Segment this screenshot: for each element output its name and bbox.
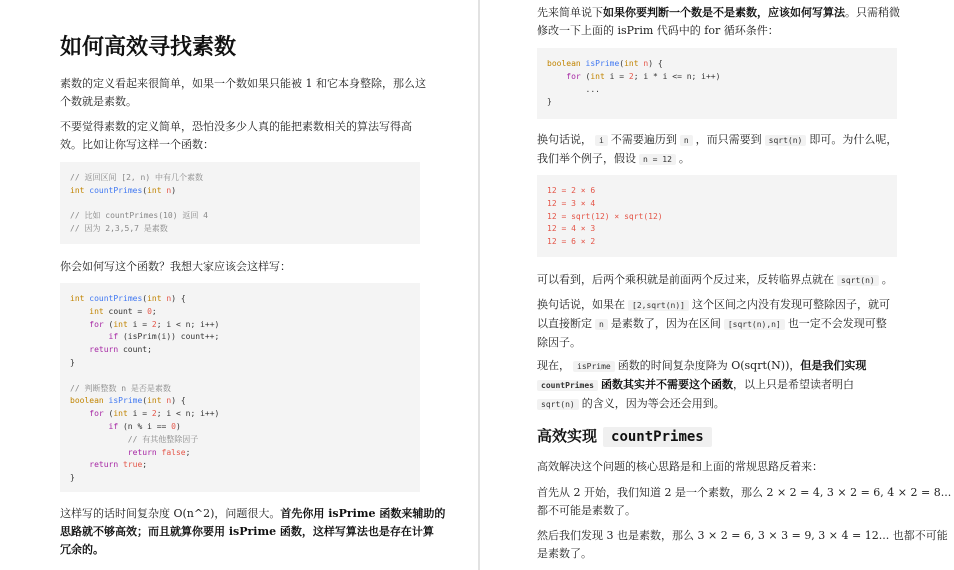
paragraph-warning — [60, 118, 412, 154]
code-line — [70, 198, 410, 211]
text-span: 这个区间之内没有发现可整除因子，就可 — [691, 298, 890, 311]
inline-code: n — [595, 319, 608, 330]
inline-code: n = 12 — [639, 154, 676, 165]
text-span: 的含义，因为等会还会用到。 — [581, 397, 725, 410]
page-title: 如何高效寻找素数 — [60, 35, 237, 60]
text-line — [537, 296, 890, 315]
text-line: 是素数了。 — [537, 547, 592, 560]
text-span: 是素数了，因为在区间 — [610, 317, 721, 330]
code-line: 12 = 6 × 2 — [547, 237, 596, 247]
paragraph-intro — [60, 75, 426, 111]
text-line — [537, 376, 866, 395]
text-span: 换句话说， — [537, 133, 592, 146]
paragraph-step-three — [537, 527, 948, 563]
text-line — [537, 315, 890, 334]
text-span: ，而只需要到 — [695, 133, 762, 146]
text-span: 我们举个例子，假设 — [537, 152, 636, 165]
section-heading — [537, 425, 712, 446]
code-line: if (n % i == 0) — [108, 421, 181, 431]
text-line: 不要觉得素数的定义简单，恐怕没多少人真的能把素数相关的算法写得高 — [60, 120, 412, 133]
inline-code: isPrime — [573, 361, 615, 372]
text-span: 不需要遍历到 — [610, 133, 677, 146]
bold-span: 如果你要判断一个数是不是素数，应该如何写算法 — [603, 6, 845, 19]
inline-code: i — [595, 135, 608, 146]
code-line: 12 = 2 × 6 — [547, 186, 596, 195]
text-span: 函数的时间复杂度降为 O(sqrt(N))， — [617, 359, 801, 372]
code-line: for (int i = 2; i * i <= n; i++) — [566, 71, 721, 81]
text-line — [537, 150, 897, 169]
text-span: 。 — [678, 152, 690, 165]
paragraph-core-idea: 高效解决这个问题的核心思路是和上面的常规思路反着来： — [537, 460, 823, 473]
code-line: // 比如 countPrimes(10) 返回 4 — [70, 211, 208, 221]
heading-code: countPrimes — [603, 427, 712, 447]
code-line: } — [70, 357, 75, 367]
text-span: 这样写的话时间复杂度 O(n^2)，问题很大。 — [60, 507, 281, 520]
text-line — [60, 523, 445, 541]
text-span: 现在， — [537, 359, 570, 372]
text-span: 先来简单说下 — [537, 6, 603, 19]
paragraph-complexity — [60, 505, 445, 559]
code-line: ... — [547, 84, 600, 94]
paragraph-intro — [537, 4, 900, 40]
text-line — [537, 357, 866, 376]
text-line — [60, 505, 445, 523]
code-line: for (int i = 2; i < n; i++) — [89, 409, 220, 419]
code-line: if (isPrim(i)) count++; — [108, 332, 220, 342]
inline-code: [2,sqrt(n)] — [628, 300, 689, 311]
paragraph-observe — [537, 271, 893, 290]
bold-span: 但是我们实现 — [800, 359, 867, 372]
inline-code: sqrt(n) — [537, 399, 579, 410]
code-line: boolean isPrime(int n) { — [547, 59, 663, 68]
code-line: int countPrimes(int n) — [70, 185, 177, 195]
code-line — [70, 370, 410, 383]
text-line: 修改一下上面的 isPrim 代码中的 for 循环条件： — [537, 24, 779, 37]
code-line: int countPrimes(int n) { — [70, 294, 186, 303]
text-line — [537, 395, 866, 414]
paragraph-explain — [537, 131, 897, 169]
text-span: 可以看到，后两个乘积就是前面两个反过来，反转临界点就在 — [537, 273, 834, 286]
text-line — [537, 4, 900, 22]
code-line: // 返回区间 [2, n) 中有几个素数 — [70, 173, 203, 182]
text-span: 以直接断定 — [537, 317, 592, 330]
paragraph-question: 你会如何写这个函数？我想大家应该会这样写： — [60, 260, 291, 273]
text-line — [60, 541, 445, 559]
text-span: 。 — [881, 273, 893, 286]
code-line: return count; — [89, 345, 152, 355]
code-line: 12 = 3 × 4 — [547, 198, 596, 208]
inline-code: countPrimes — [537, 380, 598, 391]
paragraph-range — [537, 296, 890, 352]
heading-text: 高效实现 — [537, 427, 598, 445]
right-page — [480, 0, 954, 570]
text-line: 然后我们发现 3 也是素数，那么 3 × 2 = 6, 3 × 3 = 9, 3 × 4 = 12... 也都不可能 — [537, 529, 948, 542]
inline-code: sqrt(n) — [765, 135, 807, 146]
text-span: ，以上只是希望读者明白 — [732, 378, 854, 391]
code-line: 12 = 4 × 3 — [547, 224, 596, 234]
text-line: 除因子。 — [537, 336, 581, 349]
code-line: return false; — [127, 447, 191, 457]
text-line: 都不可能是素数了。 — [537, 504, 636, 517]
text-span: 换句话说，如果在 — [537, 298, 625, 311]
text-span: 。只需稍微 — [845, 6, 900, 19]
code-line: } — [70, 473, 75, 483]
bold-span: 首先你用 isPrime 函数来辅助的 — [280, 507, 446, 520]
text-line: 个数就是素数。 — [60, 95, 137, 108]
code-line: // 有其他整除因子 — [70, 434, 199, 444]
code-line: 12 = sqrt(12) × sqrt(12) — [547, 211, 663, 221]
code-line: int count = 0; — [89, 306, 157, 316]
inline-code: sqrt(n) — [837, 275, 879, 286]
bold-span: 函数其实并不需要这个函数 — [600, 378, 733, 391]
code-line: for (int i = 2; i < n; i++) — [89, 319, 220, 329]
text-line: 首先从 2 开始，我们知道 2 是一个素数，那么 2 × 2 = 4, 3 × 2 = 6, 4 × 2 = 8... — [537, 486, 952, 499]
code-line: // 因为 2,3,5,7 是素数 — [70, 224, 168, 234]
inline-code: n — [680, 135, 693, 146]
paragraph-step-two — [537, 484, 951, 520]
paragraph-now — [537, 357, 866, 414]
code-line: // 判断整数 n 是否是素数 — [70, 383, 171, 393]
bold-span: 思路就不够高效；而且就算你要用 isPrime 函数，这样写算法也是存在计算 — [60, 525, 434, 538]
bold-span: 冗余的。 — [60, 543, 104, 556]
text-line — [537, 131, 897, 150]
inline-code: [sqrt(n),n] — [724, 319, 785, 330]
code-line: boolean isPrime(int n) { — [70, 396, 186, 406]
code-line: return true; — [89, 460, 148, 470]
text-line: 素数的定义看起来很简单，如果一个数如果只能被 1 和它本身整除，那么这 — [60, 77, 426, 90]
text-line: 效。比如让你写这样一个函数： — [60, 138, 214, 151]
code-block-signature — [60, 162, 420, 244]
code-block-naive — [60, 283, 420, 492]
code-block-sqrt-loop — [537, 48, 897, 119]
code-block-factors — [537, 175, 897, 257]
code-line: } — [547, 97, 552, 107]
text-span: 也一定不会发现可整 — [787, 317, 887, 330]
text-span: 即可。为什么呢， — [809, 133, 898, 146]
